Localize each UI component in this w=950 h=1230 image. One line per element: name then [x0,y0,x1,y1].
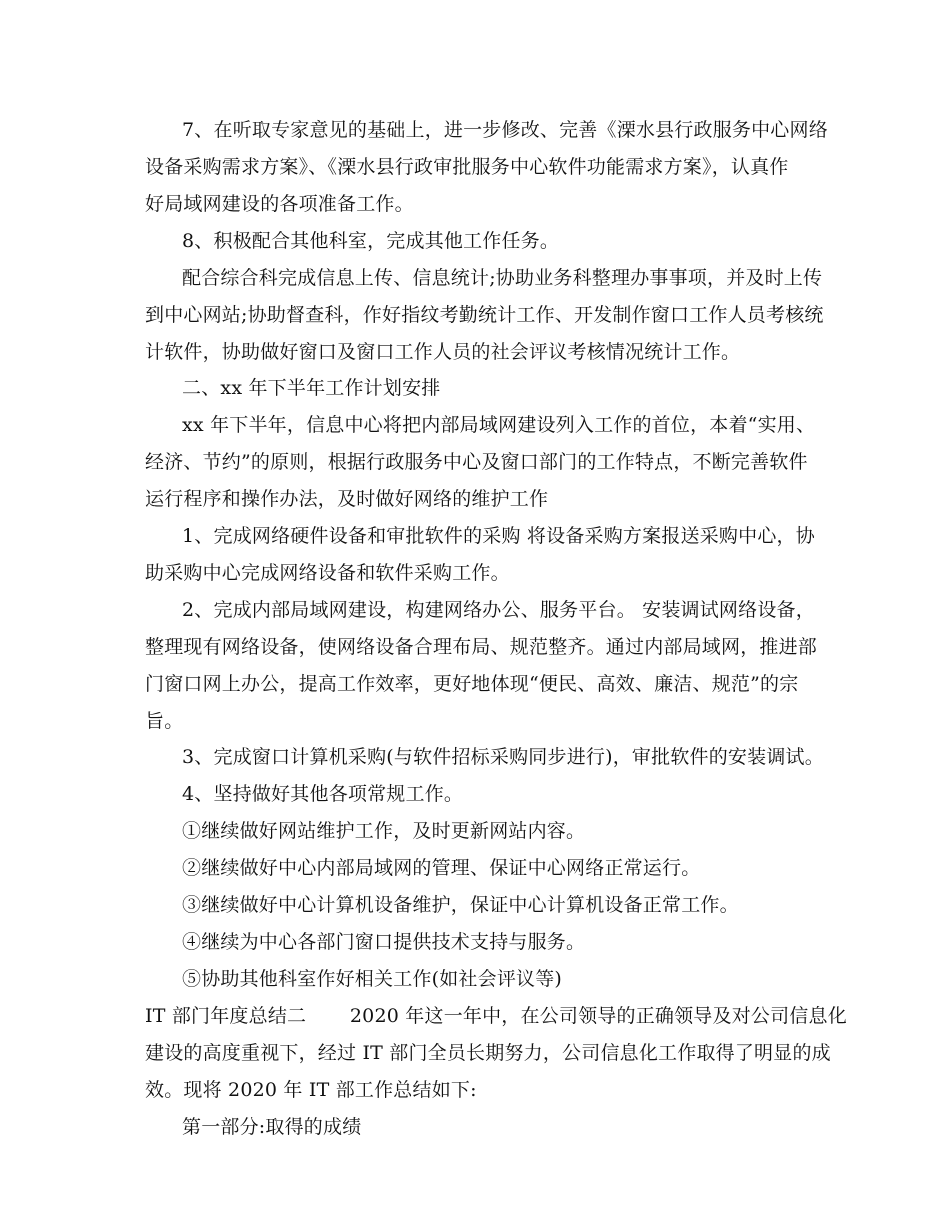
paragraph-line: 2、完成内部局域网建设，构建网络办公、服务平台。 安装调试网络设备， [182,599,815,621]
paragraph-line: 旨。 [145,710,184,732]
paragraph-line: 计软件，协助做好窗口及窗口工作人员的社会评议考核情况统计工作。 [145,341,741,363]
paragraph-line: 经济、节约”的原则，根据行政服务中心及窗口部门的工作特点，不断完善软件 [145,451,808,473]
list-item: ④继续为中心各部门窗口提供技术支持与服务。 [182,931,586,953]
paragraph-line: 4、坚持做好其他各项常规工作。 [182,783,464,805]
section-heading: 二、xx 年下半年工作计划安排 [182,377,441,399]
paragraph-line: 运行程序和操作办法，及时做好网络的维护工作 [145,488,549,510]
paragraph-line: 效。现将 2020 年 IT 部工作总结如下: [145,1079,477,1101]
paragraph-line: 7、在听取专家意见的基础上，进一步修改、完善《溧水县行政服务中心网络 [182,119,828,141]
paragraph-line: 建设的高度重视下，经过 IT 部门全员长期努力，公司信息化工作取得了明显的成 [145,1042,831,1064]
paragraph-line: 到中心网站;协助督查科，作好指纹考勤统计工作、开发制作窗口工作人员考核统 [145,304,824,326]
paragraph-line: 门窗口网上办公，提高工作效率，更好地体现“便民、高效、廉洁、规范”的宗 [145,673,799,695]
list-item: ③继续做好中心计算机设备维护，保证中心计算机设备正常工作。 [182,894,739,916]
paragraph-line: 8、积极配合其他科室，完成其他工作任务。 [182,230,560,252]
paragraph-line: 3、完成窗口计算机采购(与软件招标采购同步进行)，审批软件的安装调试。 [182,746,824,768]
list-item: ②继续做好中心内部局域网的管理、保证中心网络正常运行。 [182,857,701,879]
paragraph-line: IT 部门年度总结二 2020 年这一年中，在公司领导的正确领导及对公司信息化 [145,1005,847,1027]
paragraph-line: 配合综合科完成信息上传、信息统计;协助业务科整理办事事项，并及时上传 [182,267,823,289]
paragraph-line: 1、完成网络硬件设备和审批软件的采购 将设备采购方案报送采购中心，协 [182,525,815,547]
paragraph-line: 好局域网建设的各项准备工作。 [145,193,414,215]
paragraph-line: 设备采购需求方案》、《溧水县行政审批服务中心软件功能需求方案》，认真作 [145,156,789,178]
paragraph-line: 助采购中心完成网络设备和软件采购工作。 [145,562,510,584]
list-item: ⑤协助其他科室作好相关工作(如社会评议等) [182,968,563,990]
paragraph-line: 整理现有网络设备，使网络设备合理布局、规范整齐。通过内部局域网，推进部 [145,636,818,658]
paragraph-line: xx 年下半年，信息中心将把内部局域网建设列入工作的首位，本着“实用、 [182,414,816,436]
list-item: ①继续做好网站维护工作，及时更新网站内容。 [182,820,586,842]
section-heading: 第一部分:取得的成绩 [182,1116,362,1138]
